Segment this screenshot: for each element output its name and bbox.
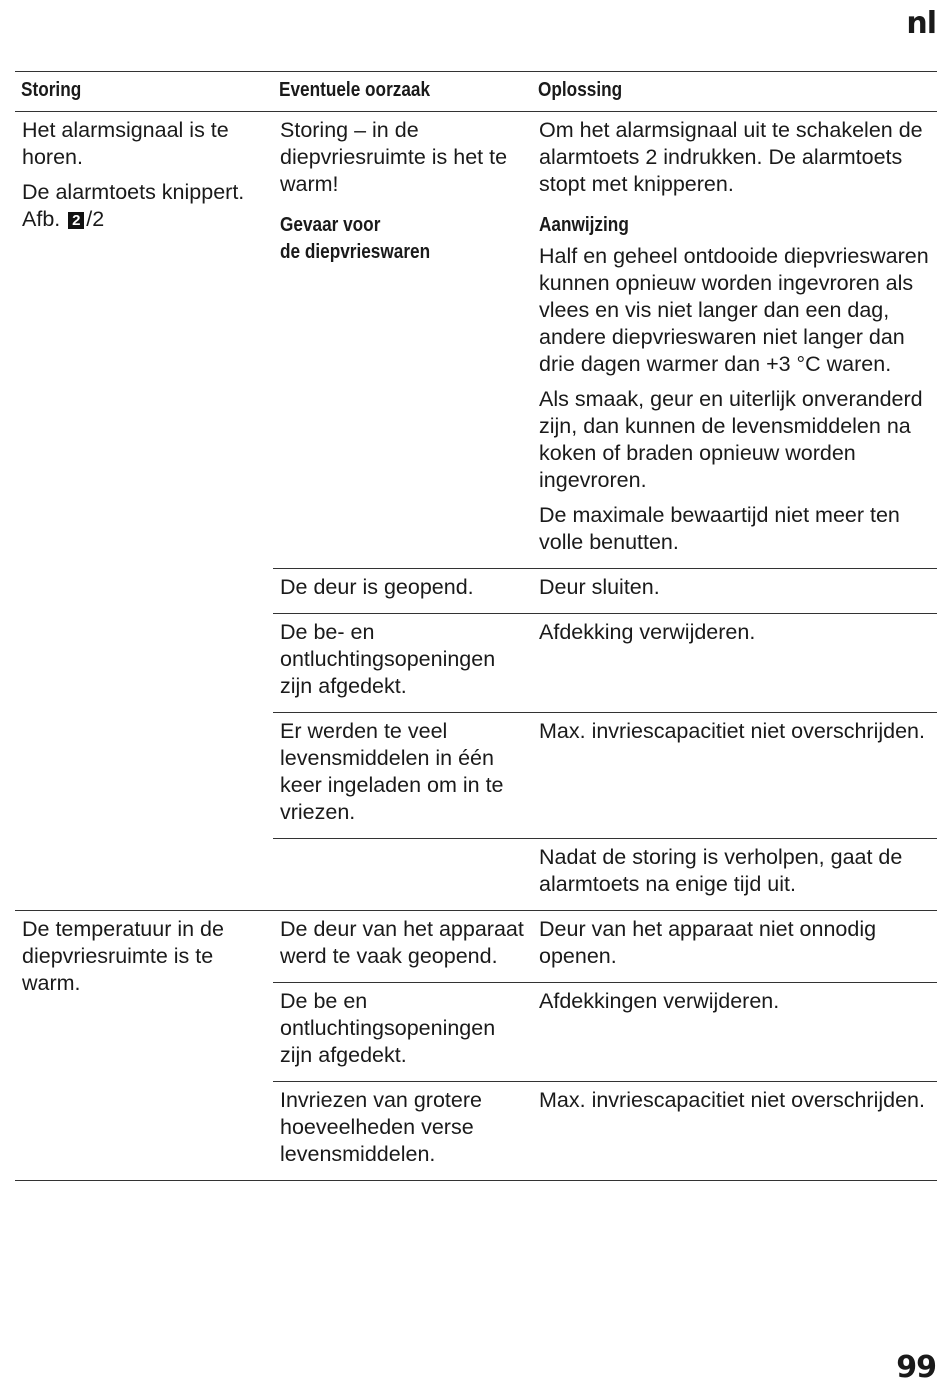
solution-text: Afdekking verwijderen. — [539, 620, 756, 644]
solution-text: Deur van het apparaat niet onnodig openen. — [539, 917, 877, 968]
cause-note-line: de diepvrieswaren — [280, 241, 431, 263]
cause-note-heading — [280, 212, 492, 266]
cause-cell — [273, 713, 532, 838]
cause-text: De be en ontluchtingsopeningen zijn afgedekt. — [280, 989, 496, 1067]
solution-cell — [532, 1082, 937, 1180]
solution-cell — [532, 911, 937, 982]
cause-text: Er werden te veel levensmiddelen in één keer ingeladen om in te vriezen. — [280, 719, 504, 824]
cause-text: De deur is geopend. — [280, 575, 474, 599]
solution-text: Om het alarmsignaal uit te schakelen de alarmtoets 2 indrukken. De alarmtoets stopt met knipperen. — [539, 118, 923, 196]
table-row — [273, 911, 937, 983]
cause-solution-rows — [273, 112, 937, 910]
table-row — [273, 983, 937, 1082]
note-text: Als smaak, geur en uiterlijk onveranderd zijn, dan kunnen de levensmiddelen na koken of braden opnieuw worden ingevroren. — [539, 387, 923, 492]
table-row — [273, 839, 937, 910]
header-storing: Storing — [21, 79, 82, 101]
fault-group-alarm — [15, 112, 937, 911]
cause-cell — [273, 569, 532, 613]
fault-cell — [15, 911, 273, 1180]
table-row — [273, 112, 937, 569]
solution-cell — [532, 983, 937, 1081]
solution-text: Afdekkingen verwijderen. — [539, 989, 780, 1013]
note-text: Half en geheel ontdooide diepvrieswaren kunnen opnieuw worden ingevroren als vlees en vis niet langer dan een dag, andere diepvrieswaren niet langer dan drie dagen warmer dan +3 °C waren. — [539, 244, 929, 376]
solution-cell — [532, 614, 937, 712]
cause-cell — [273, 614, 532, 712]
cause-note-line: Gevaar voor — [280, 214, 381, 236]
solution-cell — [532, 112, 937, 568]
cause-text: Storing – in de diepvriesruimte is het te warm! — [280, 118, 508, 196]
fault-cell — [15, 112, 273, 910]
header-oorzaak: Eventuele oorzaak — [279, 79, 431, 101]
figure-suffix: /2 — [86, 207, 105, 231]
fault-text: De temperatuur in de diepvriesruimte is te warm. — [22, 917, 224, 995]
cause-solution-rows — [273, 911, 937, 1180]
table-row — [273, 1082, 937, 1180]
cause-cell — [273, 911, 532, 982]
cause-cell — [273, 112, 532, 568]
solution-text: Deur sluiten. — [539, 575, 660, 599]
header-oplossing: Oplossing — [538, 79, 623, 101]
cause-text: De be- en ontluchtingsopeningen zijn afgedekt. — [280, 620, 496, 698]
solution-text: Max. invriescapacitiet niet overschrijden. — [539, 719, 925, 743]
page-number: 99 — [896, 1350, 936, 1385]
fault-group-temperature — [15, 911, 937, 1180]
fault-text: Het alarmsignaal is te horen. — [22, 118, 229, 169]
cause-text: Invriezen van grotere hoeveelheden verse levensmiddelen. — [280, 1088, 482, 1166]
figure-number-badge: 2 — [68, 212, 84, 229]
table-row — [273, 569, 937, 614]
cause-cell — [273, 983, 532, 1081]
solution-cell — [532, 839, 937, 910]
language-code: nl — [906, 6, 936, 41]
cause-text: De deur van het apparaat werd te vaak geopend. — [280, 917, 524, 968]
solution-text: Nadat de storing is verholpen, gaat de alarmtoets na enige tijd uit. — [539, 845, 903, 896]
note-text: De maximale bewaartijd niet meer ten volle benutten. — [539, 503, 900, 554]
table-row — [273, 713, 937, 839]
table-header — [15, 72, 937, 112]
solution-text: Max. invriescapacitiet niet overschrijden. — [539, 1088, 925, 1112]
fault-text — [22, 179, 273, 233]
troubleshooting-table — [15, 71, 937, 1181]
fault-text-part: De alarmtoets knippert. Afb. — [22, 180, 245, 231]
note-heading: Aanwijzing — [539, 214, 629, 236]
cause-cell — [273, 839, 532, 910]
cause-cell — [273, 1082, 532, 1180]
table-row — [273, 614, 937, 713]
solution-cell — [532, 713, 937, 838]
solution-cell — [532, 569, 937, 613]
